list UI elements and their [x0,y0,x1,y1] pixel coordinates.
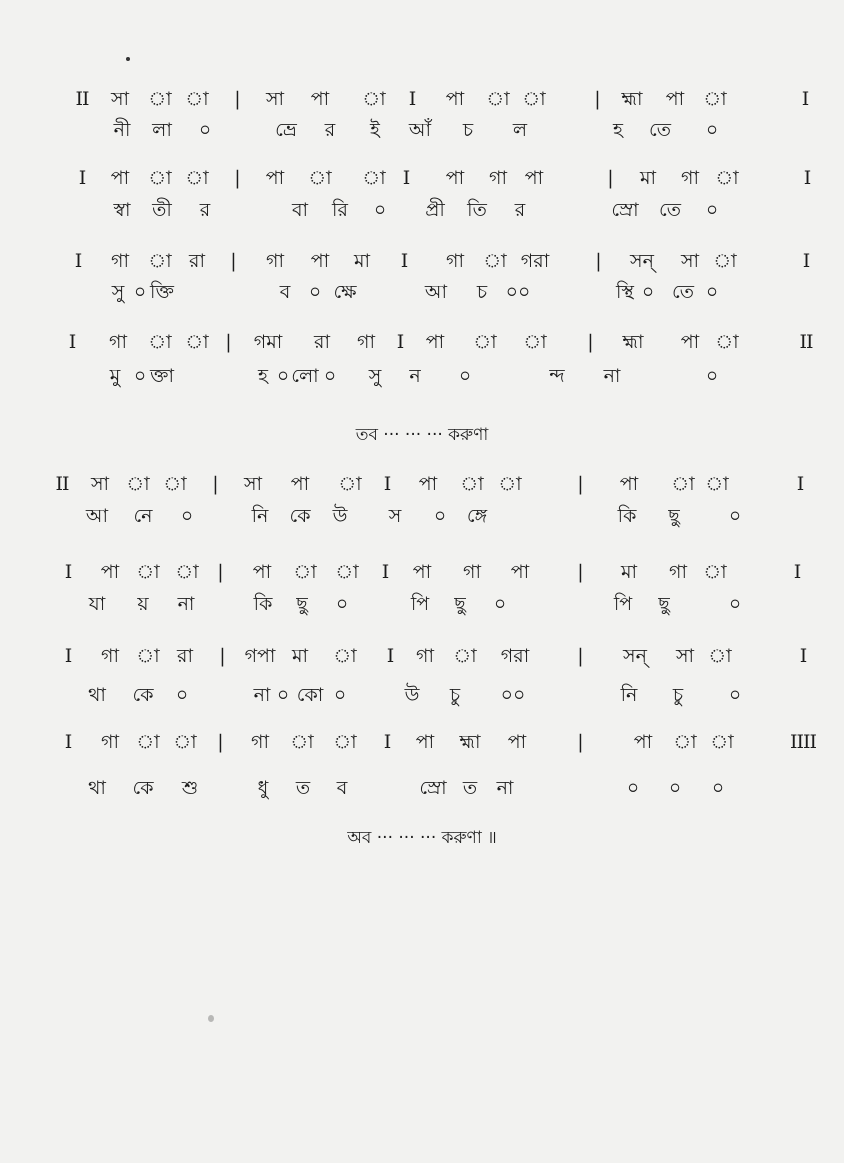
lyric-syllable: ০০ [505,281,531,303]
lyric-syllable: কে [289,505,311,527]
note: া [473,331,497,353]
lyric-syllable: হ [613,119,623,141]
note: া [185,331,209,353]
note: হ্মা [622,331,644,353]
note: া [185,167,209,189]
lyric-syllable: ছু [658,593,670,615]
notation-row [0,727,844,757]
note: া [703,88,727,110]
bar-mark: II [799,331,813,353]
notation-row [0,469,844,499]
refrain-line: অব ··· ··· ··· করুণা ॥ [347,828,497,848]
lyric-syllable: ঙ্গে [466,505,488,527]
bar-mark: I [68,331,76,353]
bar-mark: I [64,561,72,583]
ink-dot [126,57,130,61]
notation-row [0,163,844,193]
lyric-syllable: চ [462,119,474,141]
lyric-syllable: ০ [175,684,189,706]
note: া [710,731,734,753]
note: া [498,473,522,495]
lyric-syllable: স্থি [615,281,635,303]
note: া [126,473,150,495]
note: পা [110,167,130,189]
lyric-syllable: তে [649,119,671,141]
beat-divider: | [587,331,593,353]
lyric-syllable: স্রো [419,777,447,799]
lyric-syllable: ০ [276,365,290,387]
bar-mark: I [383,731,391,753]
lyric-syllable: ছু [454,593,466,615]
note: হ্মা [459,731,481,753]
bar-mark: II [75,88,89,110]
lyric-syllable: ক্তি [150,281,174,303]
lyric-syllable: ব [336,777,348,799]
note: গা [109,331,127,353]
lyric-syllable: না [496,777,514,799]
beat-divider: | [234,167,240,189]
note: পা [415,731,435,753]
note: গা [251,731,269,753]
notation-row [0,327,844,357]
note: গা [101,645,119,667]
notation-row [0,84,844,114]
note: সন্ [630,250,654,272]
note: া [362,88,386,110]
note: গা [489,167,507,189]
note: া [522,88,546,110]
lyric-syllable: সু [111,281,125,303]
note: গা [463,561,481,583]
note: গা [266,250,284,272]
lyric-syllable: ০ [308,281,322,303]
note: মা [639,167,657,189]
lyric-syllable: ০ [728,505,742,527]
bar-mark: I [402,167,410,189]
lyric-syllable: স্রো [611,199,639,221]
note: া [148,88,172,110]
note: পা [290,473,310,495]
notation-row [0,557,844,587]
note: া [136,731,160,753]
note: া [713,250,737,272]
lyric-syllable: য় [137,593,149,615]
lyric-syllable: থা [88,777,106,799]
beat-divider: | [230,250,236,272]
note: া [308,167,332,189]
note: গা [669,561,687,583]
beat-divider: | [219,645,225,667]
bar-mark: I [793,561,801,583]
lyric-syllable: থা [88,684,106,706]
note: া [185,88,209,110]
note: পা [310,88,330,110]
lyric-syllable: ছু [668,505,680,527]
lyric-syllable: মু [109,365,121,387]
lyric-syllable: র [199,199,211,221]
note: গা [416,645,434,667]
lyric-row [0,680,844,710]
lyric-syllable: ছু [296,593,308,615]
lyric-syllable: ব [279,281,291,303]
lyric-row [0,277,844,307]
note: পা [412,561,432,583]
note: া [715,167,739,189]
note: া [148,331,172,353]
lyric-syllable: ০ [626,777,640,799]
note: গরা [500,645,530,667]
lyric-syllable: আঁ [408,119,432,141]
lyric-syllable: ল [512,119,528,141]
note: া [705,473,729,495]
lyric-syllable: উ [332,505,348,527]
note: পা [665,88,685,110]
note: গপা [244,645,276,667]
bar-mark: I [802,250,810,272]
note: পা [507,731,527,753]
note: সন্ [623,645,647,667]
beat-divider: | [577,645,583,667]
lyric-syllable: নে [133,505,153,527]
bar-mark: I [78,167,86,189]
lyric-syllable: স [388,505,402,527]
note: া [148,250,172,272]
lyric-syllable: ০ [433,505,447,527]
note: সা [680,250,700,272]
lyric-syllable: ০ [728,593,742,615]
lyric-syllable: কে [132,777,154,799]
note: া [173,731,197,753]
lyric-syllable: ০ [333,684,347,706]
lyric-syllable: সু [368,365,382,387]
note: া [523,331,547,353]
note: সা [110,88,130,110]
note: া [175,561,199,583]
lyric-syllable: ন [409,365,421,387]
beat-divider: | [217,731,223,753]
note: া [163,473,187,495]
lyric-syllable: ০ [458,365,472,387]
lyric-syllable: ০ [705,281,719,303]
note: রা [189,250,205,272]
note: পা [445,167,465,189]
note: া [703,561,727,583]
lyric-syllable: যা [88,593,106,615]
lyric-syllable: ০ [705,365,719,387]
lyric-syllable: বা [291,199,309,221]
lyric-syllable: প্রী [425,199,445,221]
note: া [136,561,160,583]
lyric-syllable: আ [424,281,448,303]
note: া [673,731,697,753]
lyric-syllable: কে [132,684,154,706]
note: া [486,88,510,110]
lyric-syllable: র [514,199,526,221]
beat-divider: | [577,561,583,583]
lyric-syllable: ০ [711,777,725,799]
lyric-row [0,501,844,531]
bar-mark: I [408,88,416,110]
lyric-syllable: হ [258,365,268,387]
lyric-syllable: ০০ [500,684,526,706]
note: সা [243,473,263,495]
beat-divider: | [225,331,231,353]
lyric-syllable: নী [113,119,131,141]
beat-divider: | [595,250,601,272]
paper-speck [208,1015,214,1022]
note: পা [252,561,272,583]
lyric-syllable: ধু [257,777,269,799]
lyric-syllable: ০ [323,365,337,387]
note: পা [445,88,465,110]
note: া [460,473,484,495]
lyric-syllable: ত [295,777,311,799]
lyric-syllable: না [603,365,621,387]
note: রা [314,331,330,353]
lyric-syllable: তে [672,281,694,303]
lyric-syllable: পি [410,593,430,615]
note: া [290,731,314,753]
note: া [333,731,357,753]
lyric-syllable: ০ [641,281,655,303]
lyric-syllable: লো [291,365,319,387]
lyric-syllable: ০ [668,777,682,799]
beat-divider: | [234,88,240,110]
lyric-syllable: ০ [335,593,349,615]
bar-mark: I [64,731,72,753]
beat-divider: | [607,167,613,189]
notation-row [0,641,844,671]
lyric-syllable: র [324,119,336,141]
lyric-syllable: ০ [493,593,507,615]
note: পা [619,473,639,495]
note: মা [353,250,371,272]
lyric-syllable: ত [462,777,478,799]
lyric-syllable: কো [296,684,324,706]
lyric-syllable: স্বা [113,199,131,221]
bar-mark: I [799,645,807,667]
note: পা [265,167,285,189]
note: া [483,250,507,272]
note: রা [177,645,193,667]
note: া [708,645,732,667]
bar-mark: II [55,473,69,495]
lyric-syllable: শু [181,777,199,799]
lyric-syllable: নি [251,505,269,527]
bar-mark: I [64,645,72,667]
lyric-syllable: তি [467,199,487,221]
refrain-line: তব ··· ··· ··· করুণা [355,425,489,445]
note: পা [310,250,330,272]
lyric-syllable: ০ [198,119,212,141]
lyric-row [0,115,844,145]
bar-mark: I [386,645,394,667]
lyric-syllable: ক্তা [150,365,174,387]
beat-divider: | [577,473,583,495]
bar-mark: I [796,473,804,495]
lyric-syllable: চ [476,281,488,303]
note: পা [418,473,438,495]
lyric-syllable: ন্দ [549,365,565,387]
note: সা [90,473,110,495]
bar-mark: I [801,88,809,110]
lyric-syllable: কি [253,593,273,615]
beat-divider: | [577,731,583,753]
note: গা [111,250,129,272]
lyric-syllable: চু [672,684,684,706]
lyric-syllable: ০ [373,199,387,221]
lyric-syllable: ০ [133,281,147,303]
bar-mark: IIII [789,731,817,753]
lyric-syllable: তে [659,199,681,221]
lyric-syllable: ক্ষে [333,281,357,303]
lyric-syllable: ০ [705,119,719,141]
note: া [715,331,739,353]
note: সা [265,88,285,110]
lyric-syllable: উ [404,684,420,706]
lyric-syllable: ০ [180,505,194,527]
note: গা [357,331,375,353]
lyric-syllable: ০ [133,365,147,387]
note: া [293,561,317,583]
lyric-syllable: ০ [705,199,719,221]
note: পা [425,331,445,353]
note: মা [291,645,309,667]
note: মা [620,561,638,583]
beat-divider: | [217,561,223,583]
bar-mark: I [74,250,82,272]
note: গা [101,731,119,753]
lyric-syllable: ই [370,119,380,141]
note: হ্মা [621,88,643,110]
lyric-syllable: ০ [728,684,742,706]
note: া [148,167,172,189]
lyric-syllable: পি [613,593,633,615]
bar-mark: I [400,250,408,272]
note: পা [680,331,700,353]
lyric-syllable: নি [620,684,638,706]
note: গা [446,250,464,272]
note: া [136,645,160,667]
lyric-syllable: আ [85,505,109,527]
note: গমা [253,331,283,353]
lyric-syllable: না [177,593,195,615]
lyric-syllable: তী [152,199,172,221]
lyric-syllable: কি [617,505,637,527]
lyric-syllable: ভ্রে [275,119,297,141]
lyric-row [0,589,844,619]
lyric-syllable: ০ [276,684,290,706]
lyric-syllable: রি [332,199,348,221]
notation-row [0,246,844,276]
note: া [338,473,362,495]
bar-mark: I [803,167,811,189]
note: গরা [520,250,550,272]
note: া [335,561,359,583]
note: সা [675,645,695,667]
note: পা [524,167,544,189]
bar-mark: I [381,561,389,583]
bar-mark: I [383,473,391,495]
beat-divider: | [594,88,600,110]
note: া [671,473,695,495]
lyric-row [0,195,844,225]
note: পা [633,731,653,753]
note: পা [100,561,120,583]
note: পা [510,561,530,583]
note: া [333,645,357,667]
lyric-syllable: চু [449,684,461,706]
note: া [362,167,386,189]
note: া [453,645,477,667]
lyric-syllable: লা [152,119,172,141]
lyric-syllable: না [253,684,271,706]
beat-divider: | [212,473,218,495]
bar-mark: I [396,331,404,353]
note: গা [681,167,699,189]
lyric-row [0,361,844,391]
lyric-row [0,773,844,803]
